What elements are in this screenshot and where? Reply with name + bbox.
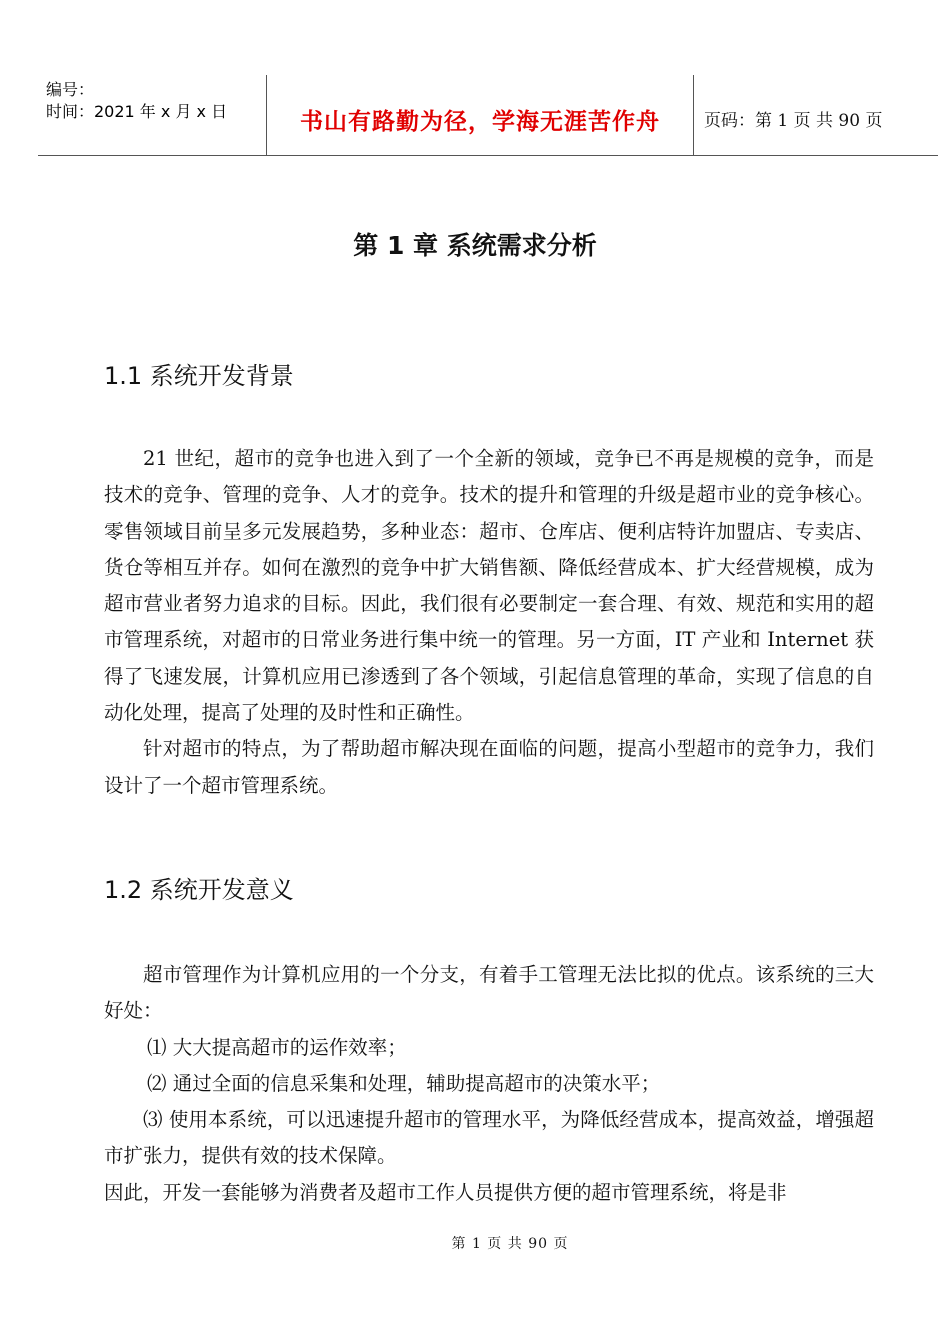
header-meta-cell [38, 75, 267, 155]
page-footer: 第 1 页 共 90 页 [451, 1236, 569, 1252]
motto: 书山有路勤为径，学海无涯苦作舟 [300, 108, 660, 135]
list-item: ⑶ 使用本系统，可以迅速提升超市的管理水平，为降低经营成本，提高效益，增强超市扩张力，提供有效的技术保障。 [104, 1108, 874, 1168]
page-header [38, 75, 938, 156]
paragraph: 针对超市的特点，为了帮助超市解决现在面临的问题，提高小型超市的竞争力，我们设计了一个超市管理系统。 [104, 737, 874, 797]
list-item: ⑵ 通过全面的信息采集和处理，辅助提高超市的决策水平； [147, 1071, 661, 1095]
section-title-1-2: 1.2 系统开发意义 [104, 876, 294, 904]
section-title-1-1: 1.1 系统开发背景 [104, 362, 294, 390]
page-info: 页码：第 1 页 共 90 页 [704, 111, 883, 131]
paragraph: 21 世纪，超市的竞争也进入到了一个全新的领域，竞争已不再是规模的竞争，而是技术的竞争、管理的竞争、人才的竞争。技术的提升和管理的升级是超市业的竞争核心。零售领域目前呈多元发展趋势，多种业态：超市、仓库店、便利店特许加盟店、专卖店、货仓等相互并存。如何在激烈的竞争中扩大销售额、降低经营成本、扩大经营规模，成为超市营业者努力追求的目标。因此，我们很有必要制定一套合理、有效、规范和实用的超市管理系统，对超市的日常业务进行集中统一的管理。另一方面，IT 产业和 Internet 获得了飞速发展，计算机应用已渗透到了各个领域，引起信息管理的革命，实现了信息的自动化处理，提高了处理的及时性和正确性。 [104, 447, 874, 725]
header-page-cell [694, 75, 938, 155]
paragraph: 因此，开发一套能够为消费者及超市工作人员提供方便的超市管理系统，将是非 [104, 1180, 787, 1204]
serial-label: 编号： [46, 80, 95, 99]
paragraph: 超市管理作为计算机应用的一个分支，有着手工管理无法比拟的优点。该系统的三大好处： [104, 963, 874, 1023]
section-1-1-body [104, 441, 874, 804]
date-label: 时间：2021 年 x 月 x 日 [46, 102, 228, 121]
list-item: ⑴ 大大提高超市的运作效率； [147, 1035, 407, 1059]
chapter-title: 第 1 章 系统需求分析 [353, 231, 597, 260]
section-1-2-body [104, 957, 874, 1211]
header-motto-cell [267, 75, 694, 155]
